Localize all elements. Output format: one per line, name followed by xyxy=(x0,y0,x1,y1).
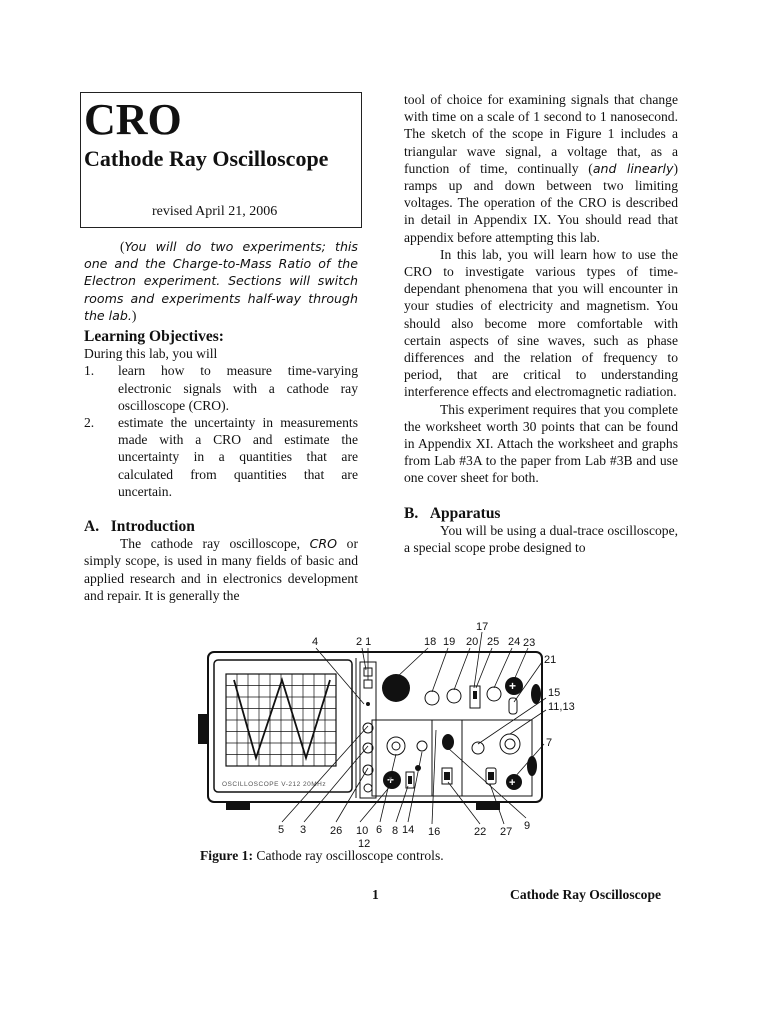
power-knob xyxy=(382,674,410,702)
running-title: Cathode Ray Oscilloscope xyxy=(510,887,662,902)
svg-text:+: + xyxy=(387,773,395,787)
objectives-heading: Learning Objectives: xyxy=(84,328,224,346)
screen-model-label: OSCILLOSCOPE V-212 20MHz xyxy=(222,781,327,788)
page-number: 1 xyxy=(372,887,379,902)
bottom-callout-labels xyxy=(278,820,530,850)
intro-note: (You will do two experiments; this one and the Charge-to-Mass Ratio of the Electron experiment. Sections will switch rooms and experiments half-way through the lab.) xyxy=(84,239,358,323)
svg-text:9: 9 xyxy=(524,820,531,832)
svg-text:26: 26 xyxy=(330,825,343,837)
apparatus-heading: B. Apparatus xyxy=(404,504,501,522)
right-column xyxy=(404,91,678,556)
svg-text:12: 12 xyxy=(358,838,371,850)
introduction-paragraph-2: tool of choice for examining signals that change with time on a scale of 1 second to 1 nanosecond. The sketch of the scope in Figure 1 includes a triangular wave signal, a voltage that, as a function of time, continually (and linearly) ramps up and down between two limiting voltages. The operation of the CRO is described in detail in Appendix IX. You should read that appendix before attempting this lab. xyxy=(404,92,678,245)
right-knob-top xyxy=(531,684,541,704)
svg-text:18: 18 xyxy=(424,636,437,648)
svg-text:25: 25 xyxy=(487,636,500,648)
svg-text:14: 14 xyxy=(402,824,415,836)
svg-text:10: 10 xyxy=(356,825,369,837)
svg-text:22: 22 xyxy=(474,826,487,838)
revision-date: revised April 21, 2006 xyxy=(152,204,278,219)
introduction-paragraph-3: In this lab, you will learn how to use the CRO to investigate various types of time-dependant phenomena that you will encounter in your studies of electricity and magnetism. You should also become more comfortable with certain aspects of sine waves, such as phase differences and the relation of frequency to period, that are critical to understanding interference effects and electromagnetic radiation. xyxy=(404,246,678,400)
figure-caption: Figure 1: Cathode ray oscilloscope controls. xyxy=(200,848,444,863)
svg-text:5: 5 xyxy=(278,824,285,836)
svg-text:23: 23 xyxy=(523,637,536,649)
apparatus-paragraph-1: You will be using a dual-trace oscilloscope, a special scope probe designed to xyxy=(404,522,678,556)
svg-text:6: 6 xyxy=(376,824,383,836)
page-subtitle: Cathode Ray Oscilloscope xyxy=(84,146,329,171)
svg-text:16: 16 xyxy=(428,826,441,838)
left-column xyxy=(84,238,358,604)
svg-text:15: 15 xyxy=(548,687,561,699)
oscilloscope-figure xyxy=(196,618,575,850)
page-title: CRO xyxy=(84,95,182,144)
svg-text:21: 21 xyxy=(544,654,557,666)
svg-text:+: + xyxy=(509,679,517,693)
list-item: 2. estimate the uncertainty in measurements made with a CRO and estimate the uncertainty in a quantities that are calculated from quantities that are uncertain. xyxy=(84,415,358,499)
svg-text:8: 8 xyxy=(392,825,399,837)
introduction-heading: A. Introduction xyxy=(84,518,195,536)
foot-left xyxy=(226,802,250,810)
svg-text:20: 20 xyxy=(466,636,479,648)
svg-text:4: 4 xyxy=(312,636,319,648)
svg-text:+: + xyxy=(509,777,516,789)
svg-text:3: 3 xyxy=(300,824,307,836)
svg-text:2 1: 2 1 xyxy=(356,636,372,648)
svg-text:17: 17 xyxy=(476,621,489,633)
left-handle xyxy=(198,714,208,744)
svg-text:24: 24 xyxy=(508,636,521,648)
list-item: 1. learn how to measure time-varying electronic signals with a cathode ray oscilloscope (CRO). xyxy=(84,363,358,413)
svg-text:19: 19 xyxy=(443,636,456,648)
introduction-paragraph-4: This experiment requires that you complete the worksheet worth 30 points that can be found in Appendix XI. Attach the worksheet and graphs from Lab #3A to the paper from Lab #3B and use one cover sheet for both. xyxy=(404,401,678,486)
svg-text:27: 27 xyxy=(500,826,513,838)
svg-text:11,13: 11,13 xyxy=(548,701,575,713)
svg-text:7: 7 xyxy=(546,737,553,749)
objectives-lead: During this lab, you will xyxy=(84,346,218,362)
objectives-list xyxy=(84,362,358,500)
introduction-paragraph-1: The cathode ray oscilloscope, CRO or simply scope, is used in many fields of basic and applied research and in electronics development and repair. It is generally the xyxy=(84,536,359,603)
